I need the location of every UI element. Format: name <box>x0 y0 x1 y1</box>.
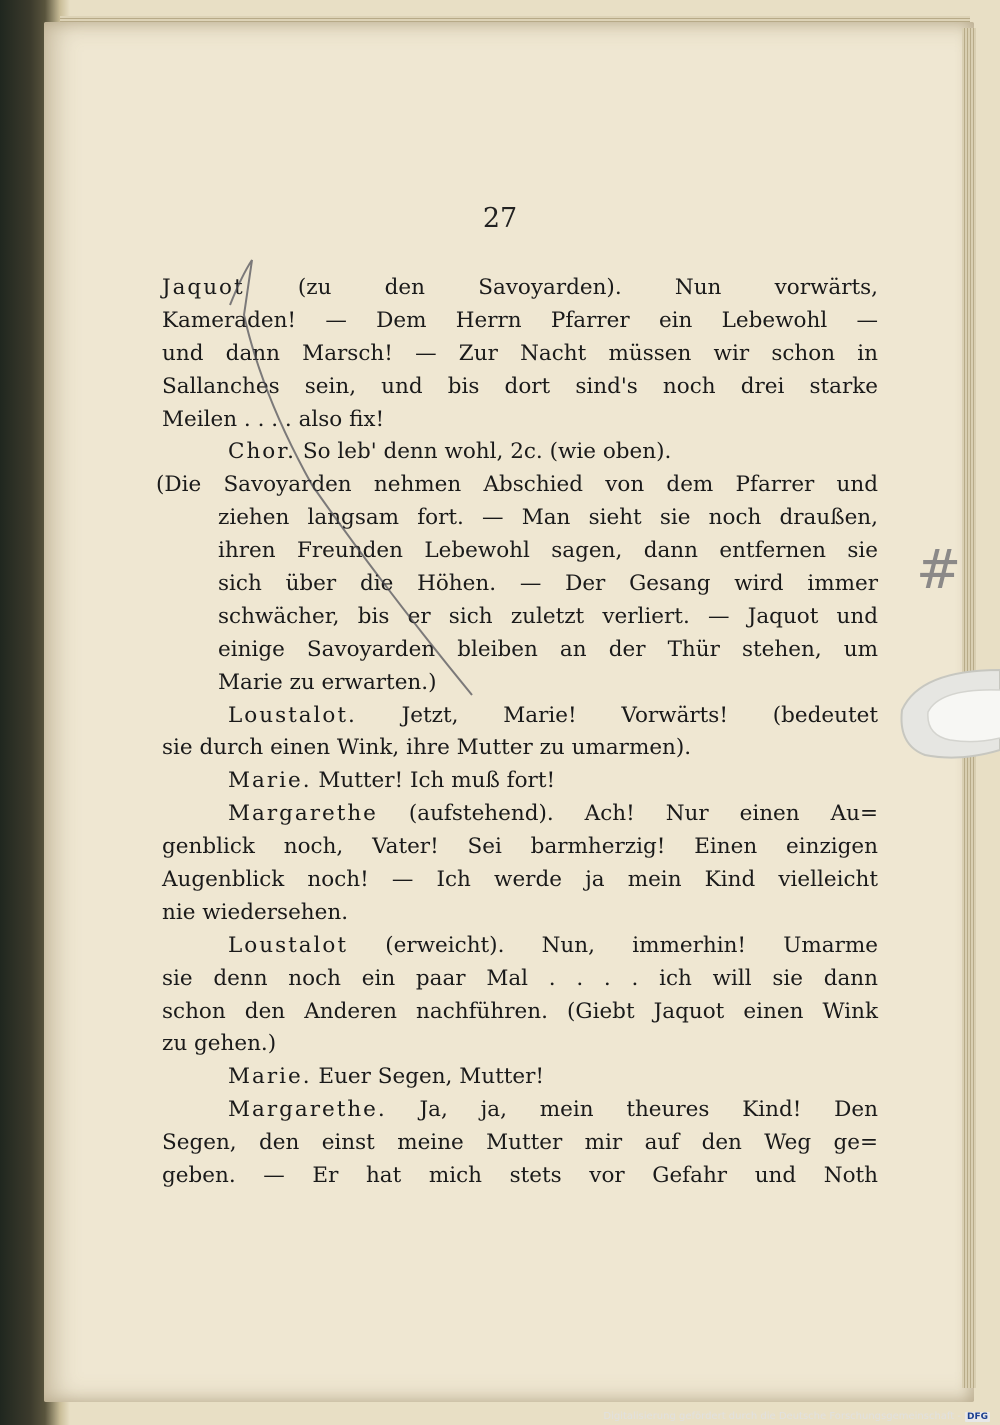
footer-text: Digitalisierung gefördert durch die Deutsche Forschungsgemeinschaft - <box>603 1411 961 1422</box>
line-text: und dann Marsch! — Zur Nacht müssen wir schon in <box>162 340 878 366</box>
speaker-name: Jaquot <box>162 275 245 300</box>
speaker-name: Loustalot. <box>228 702 357 728</box>
text-line <box>162 831 878 864</box>
line-text: (erweicht). Nun, immerhin! Umarme <box>348 932 878 958</box>
text-line <box>162 1028 878 1061</box>
line-text: Ja, ja, mein theures Kind! Den <box>386 1097 878 1123</box>
line-text: sie durch einen Wink, ihre Mutter zu umarmen). <box>162 735 692 761</box>
line-text: ihren Freunden Lebewohl sagen, dann entfernen sie <box>218 538 878 564</box>
text-line <box>162 864 878 897</box>
line-text: Euer Segen, Mutter! <box>311 1064 544 1090</box>
line-text: Marie zu erwarten.) <box>218 669 437 695</box>
speaker-name: Loustalot <box>228 932 349 958</box>
speaker-name: Marie. <box>228 1064 312 1090</box>
speaker-name: Chor. <box>228 439 296 465</box>
line-text: Kameraden! — Dem Herrn Pfarrer ein Lebewohl — <box>162 307 878 333</box>
line-text: sie denn noch ein paar Mal . . . . ich will sie dann <box>162 965 878 991</box>
line-text: Sallanches sein, und bis dort sind's noch drei starke <box>162 373 878 399</box>
speaker-name: Marie. <box>228 768 312 794</box>
line-text: schwächer, bis er sich zuletzt verliert. — Jaquot und <box>218 603 878 629</box>
text-line <box>162 1127 878 1160</box>
text-line <box>162 930 878 963</box>
line-text: schon den Anderen nachführen. (Giebt Jaquot einen Wink <box>162 998 878 1024</box>
text-line <box>162 798 878 831</box>
line-text: So leb' denn wohl, 2c. (wie oben). <box>296 439 672 465</box>
line-text: Jetzt, Marie! Vorwärts! (bedeutet <box>356 702 878 728</box>
line-text: Augenblick noch! — Ich werde ja mein Kind vielleicht <box>162 867 878 893</box>
hash-mark-text: # <box>916 540 962 600</box>
dfg-logo: DFG <box>966 1411 988 1422</box>
text-line <box>162 996 878 1029</box>
line-text: Meilen . . . . also fix! <box>162 406 385 432</box>
digitization-footer <box>603 1411 990 1422</box>
text-line <box>162 1094 878 1127</box>
page-number: 27 <box>482 203 518 234</box>
line-text: sich über die Höhen. — Der Gesang wird immer <box>218 571 878 597</box>
text-line <box>162 732 878 765</box>
page-clip <box>880 650 1000 770</box>
line-text: (zu den Savoyarden). Nun vorwärts, <box>244 275 878 300</box>
text-line <box>162 765 878 798</box>
line-text: (Die Savoyarden nehmen Abschied von dem Pfarrer und <box>156 472 878 498</box>
text-line <box>162 1160 878 1193</box>
line-text: genblick noch, Vater! Sei barmherzig! Einen einzigen <box>162 834 878 860</box>
text-line <box>162 1061 878 1094</box>
line-text: geben. — Er hat mich stets vor Gefahr und Noth <box>162 1163 878 1189</box>
pencil-hash-mark <box>912 540 964 600</box>
pencil-bracket-mark <box>222 255 492 705</box>
line-text: nie wiedersehen. <box>162 899 349 925</box>
line-text: zu gehen.) <box>162 1031 277 1057</box>
line-text: (aufstehend). Ach! Nur einen Au= <box>377 801 878 827</box>
speaker-name: Margarethe <box>228 801 378 827</box>
text-line <box>162 963 878 996</box>
line-text: Segen, den einst meine Mutter mir auf den Weg ge= <box>162 1130 878 1156</box>
line-text: Mutter! Ich muß fort! <box>311 768 556 794</box>
line-text: ziehen langsam fort. — Man sieht sie noch draußen, <box>218 505 878 531</box>
speaker-name: Margarethe. <box>228 1097 387 1123</box>
line-text: einige Savoyarden bleiben an der Thür stehen, um <box>218 636 878 662</box>
text-line <box>162 897 878 930</box>
